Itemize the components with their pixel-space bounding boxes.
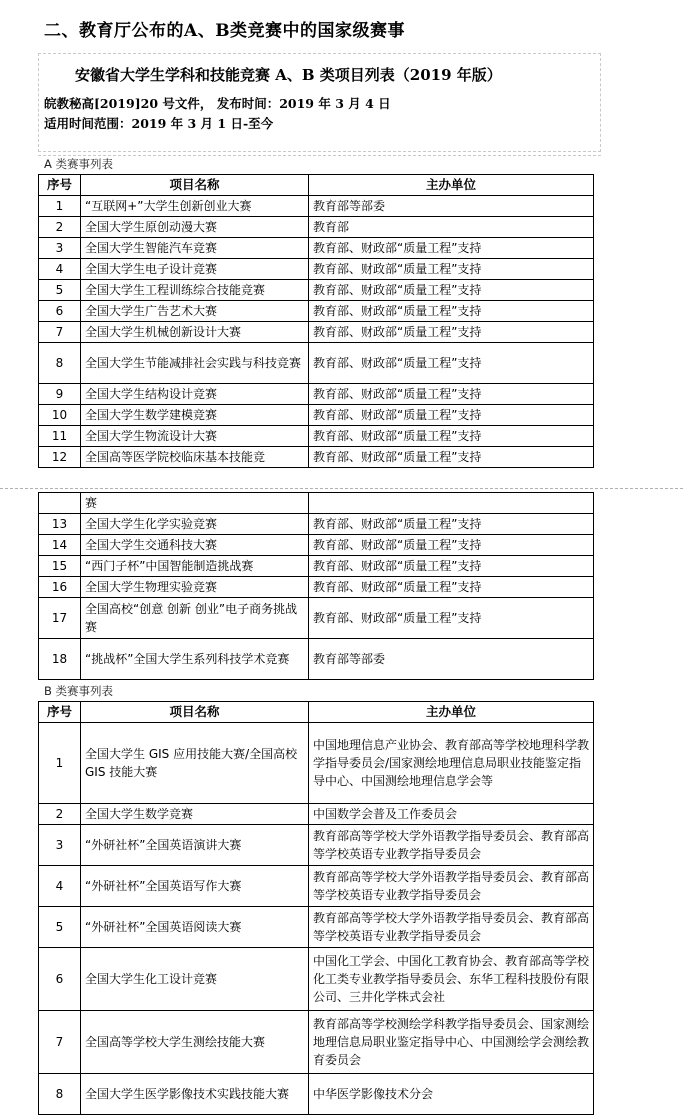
cell-org: 教育部高等学校测绘学科教学指导委员会、国家测绘地理信息局职业鉴定指导中心、中国测绘学会测绘教育委员会 [309, 1011, 594, 1074]
cell-org: 教育部、财政部“质量工程”支持 [309, 301, 594, 322]
cell-org: 教育部、财政部“质量工程”支持 [309, 514, 594, 535]
section-heading: 二、教育厅公布的A、B类竞赛中的国家级赛事 [44, 21, 406, 41]
cell-no: 3 [39, 238, 81, 259]
table-row [39, 577, 594, 598]
table-row [39, 322, 594, 343]
cell-name: “外研社杯”全国英语演讲大赛 [81, 825, 309, 866]
cell-org: 教育部高等学校大学外语教学指导委员会、教育部高等学校英语专业教学指导委员会 [309, 866, 594, 907]
cell-name: 赛 [81, 493, 309, 514]
cell-name: 全国大学生物流设计大赛 [81, 426, 309, 447]
cell-name: 全国大学生电子设计竞赛 [81, 259, 309, 280]
column-header-org: 主办单位 [309, 702, 594, 723]
cell-no: 18 [39, 639, 81, 680]
cell-name: “互联网+”大学生创新创业大赛 [81, 196, 309, 217]
cell-org: 教育部、财政部“质量工程”支持 [309, 322, 594, 343]
table-row [39, 598, 594, 639]
cell-org: 教育部、财政部“质量工程”支持 [309, 447, 594, 468]
table-row [39, 907, 594, 948]
cell-org: 教育部高等学校大学外语教学指导委员会、教育部高等学校英语专业教学指导委员会 [309, 825, 594, 866]
table-row [39, 301, 594, 322]
cell-name: 全国大学生原创动漫大赛 [81, 217, 309, 238]
cell-name: 全国大学生节能减排社会实践与科技竞赛 [81, 343, 309, 384]
cell-no: 5 [39, 280, 81, 301]
table-row [39, 639, 594, 680]
cell-no: 10 [39, 405, 81, 426]
table-row [39, 196, 594, 217]
cell-name: 全国大学生化学实验竞赛 [81, 514, 309, 535]
table-row [39, 384, 594, 405]
table-row [39, 1011, 594, 1074]
cell-no: 3 [39, 825, 81, 866]
cell-no: 11 [39, 426, 81, 447]
table-row [39, 280, 594, 301]
cell-name: “外研社杯”全国英语写作大赛 [81, 866, 309, 907]
cell-org: 教育部等部委 [309, 639, 594, 680]
cell-no: 14 [39, 535, 81, 556]
cell-org: 教育部、财政部“质量工程”支持 [309, 426, 594, 447]
table-a-page1 [38, 174, 594, 468]
cell-org: 中华医学影像技术分会 [309, 1074, 594, 1115]
cell-no: 8 [39, 343, 81, 384]
cell-name: 全国大学生数学建模竞赛 [81, 405, 309, 426]
table-row [39, 535, 594, 556]
table-row [39, 1074, 594, 1115]
cell-name: 全国大学生物理实验竞赛 [81, 577, 309, 598]
cell-no: 4 [39, 259, 81, 280]
table-row [39, 447, 594, 468]
table-row [39, 405, 594, 426]
cell-org: 教育部高等学校大学外语教学指导委员会、教育部高等学校英语专业教学指导委员会 [309, 907, 594, 948]
cell-org: 中国化工学会、中国化工教育协会、教育部高等学校化工类专业教学指导委员会、东华工程科技股份有限公司、三井化学株式会社 [309, 948, 594, 1011]
cell-no: 15 [39, 556, 81, 577]
cell-org: 教育部、财政部“质量工程”支持 [309, 280, 594, 301]
cell-name: 全国大学生广告艺术大赛 [81, 301, 309, 322]
column-header-no: 序号 [39, 702, 81, 723]
cell-no: 9 [39, 384, 81, 405]
cell-name: 全国高校“创意 创新 创业”电子商务挑战赛 [81, 598, 309, 639]
cell-name: 全国大学生数学竞赛 [81, 804, 309, 825]
cell-no: 1 [39, 196, 81, 217]
cell-org: 教育部、财政部“质量工程”支持 [309, 405, 594, 426]
cell-name: “外研社杯”全国英语阅读大赛 [81, 907, 309, 948]
cell-name: “挑战杯”全国大学生系列科技学术竞赛 [81, 639, 309, 680]
cell-no: 2 [39, 804, 81, 825]
cell-org: 教育部、财政部“质量工程”支持 [309, 259, 594, 280]
cell-name: “西门子杯”中国智能制造挑战赛 [81, 556, 309, 577]
cell-no: 17 [39, 598, 81, 639]
cell-name: 全国大学生 GIS 应用技能大赛/全国高校 GIS 技能大赛 [81, 723, 309, 804]
cell-no: 13 [39, 514, 81, 535]
cell-name: 全国高等学校大学生测绘技能大赛 [81, 1011, 309, 1074]
page-break [0, 488, 683, 489]
document-title: 安徽省大学生学科和技能竞赛 A、B 类项目列表（2019 年版） [75, 66, 502, 84]
cell-name: 全国高等医学院校临床基本技能竞 [81, 447, 309, 468]
cell-name: 全国大学生工程训练综合技能竞赛 [81, 280, 309, 301]
cell-org [309, 493, 594, 514]
cell-org: 中国数学会普及工作委员会 [309, 804, 594, 825]
table-row [39, 866, 594, 907]
table-a-page2-body [39, 514, 594, 680]
cell-name: 全国大学生医学影像技术实践技能大赛 [81, 1074, 309, 1115]
cell-name: 全国大学生化工设计竞赛 [81, 948, 309, 1011]
table-row [39, 556, 594, 577]
table-a-page2 [38, 492, 594, 680]
table-row [39, 514, 594, 535]
cell-name: 全国大学生智能汽车竞赛 [81, 238, 309, 259]
cell-name: 全国大学生交通科技大赛 [81, 535, 309, 556]
cell-no: 12 [39, 447, 81, 468]
column-header-org: 主办单位 [309, 175, 594, 196]
cell-org: 中国地理信息产业协会、教育部高等学校地理科学教学指导委员会/国家测绘地理信息局职业技能鉴定指导中心、中国测绘地理信息学会等 [309, 723, 594, 804]
document-validity: 适用时间范围：2019 年 3 月 1 日-至今 [44, 116, 274, 131]
table-b-body [39, 723, 594, 1115]
cell-no: 4 [39, 866, 81, 907]
cell-no: 2 [39, 217, 81, 238]
cell-org: 教育部、财政部“质量工程”支持 [309, 577, 594, 598]
table-row [39, 804, 594, 825]
cell-org: 教育部等部委 [309, 196, 594, 217]
table-row [39, 217, 594, 238]
cell-no: 7 [39, 322, 81, 343]
divider [38, 155, 601, 156]
cell-name: 全国大学生结构设计竞赛 [81, 384, 309, 405]
column-header-no: 序号 [39, 175, 81, 196]
table-a-page1-body [39, 196, 594, 468]
cell-org: 教育部、财政部“质量工程”支持 [309, 556, 594, 577]
cell-no: 6 [39, 301, 81, 322]
table-row [39, 343, 594, 384]
table-row-continuation [39, 493, 594, 514]
cell-org: 教育部、财政部“质量工程”支持 [309, 238, 594, 259]
cell-no: 5 [39, 907, 81, 948]
column-header-name: 项目名称 [81, 175, 309, 196]
cell-org: 教育部、财政部“质量工程”支持 [309, 535, 594, 556]
cell-org: 教育部、财政部“质量工程”支持 [309, 598, 594, 639]
cell-name: 全国大学生机械创新设计大赛 [81, 322, 309, 343]
cell-org: 教育部、财政部“质量工程”支持 [309, 384, 594, 405]
section-a-label: A 类赛事列表 [44, 157, 114, 171]
document-file-info: 皖教秘高[2019]20 号文件， 发布时间：2019 年 3 月 4 日 [44, 96, 391, 111]
cell-no: 1 [39, 723, 81, 804]
column-header-name: 项目名称 [81, 702, 309, 723]
table-row [39, 259, 594, 280]
cell-no: 7 [39, 1011, 81, 1074]
table-row [39, 825, 594, 866]
cell-org: 教育部、财政部“质量工程”支持 [309, 343, 594, 384]
table-row [39, 948, 594, 1011]
cell-org: 教育部 [309, 217, 594, 238]
cell-no: 8 [39, 1074, 81, 1115]
table-b [38, 701, 594, 1115]
table-row [39, 723, 594, 804]
cell-no [39, 493, 81, 514]
cell-no: 16 [39, 577, 81, 598]
table-row [39, 238, 594, 259]
table-row [39, 426, 594, 447]
section-b-label: B 类赛事列表 [44, 684, 114, 698]
cell-no: 6 [39, 948, 81, 1011]
